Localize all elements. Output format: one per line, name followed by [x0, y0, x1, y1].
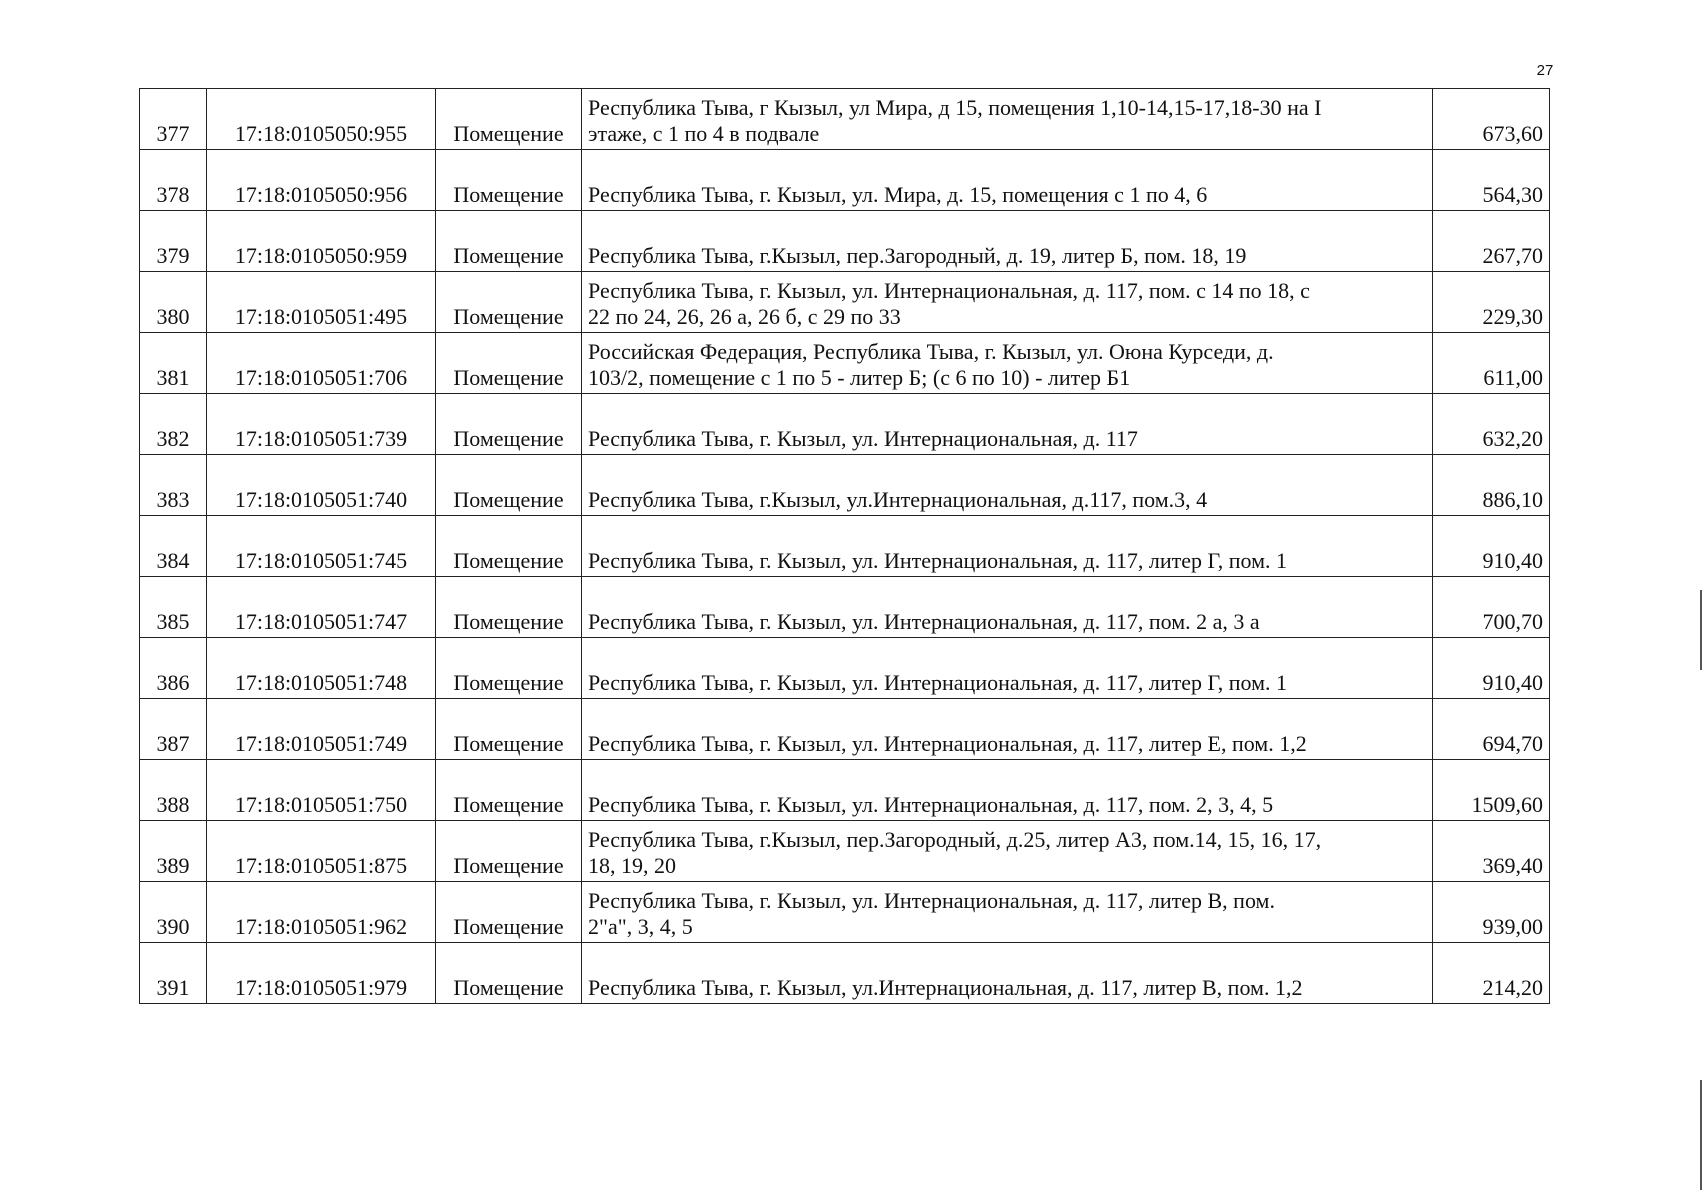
table-row — [140, 272, 1550, 333]
table-row — [140, 455, 1550, 516]
area-cell: 214,20 — [1433, 943, 1550, 1004]
address-line: Республика Тыва, г.Кызыл, пер.Загородный, д. 19, литер Б, пом. 18, 19 — [588, 243, 1247, 268]
cadastral-number-cell: 17:18:0105051:750 — [207, 760, 436, 821]
object-type-cell: Помещение — [436, 882, 582, 943]
address-cell — [582, 760, 1433, 821]
address-cell — [582, 89, 1433, 150]
address-line: Республика Тыва, г.Кызыл, пер.Загородный, д.25, литер А3, пом.14, 15, 16, 17, — [588, 827, 1322, 852]
scan-edge-mark — [1700, 590, 1702, 670]
cadastral-number-cell: 17:18:0105051:745 — [207, 516, 436, 577]
row-number-cell: 380 — [140, 272, 207, 333]
table-row — [140, 89, 1550, 150]
address-line: 18, 19, 20 — [588, 853, 676, 878]
cadastral-number-cell: 17:18:0105051:962 — [207, 882, 436, 943]
object-type-cell: Помещение — [436, 943, 582, 1004]
area-cell: 694,70 — [1433, 699, 1550, 760]
address-line: Республика Тыва, г Кызыл, ул Мира, д 15, помещения 1,10-14,15-17,18-30 на I — [588, 95, 1322, 120]
area-cell: 1509,60 — [1433, 760, 1550, 821]
object-type-cell: Помещение — [436, 638, 582, 699]
address-line: Республика Тыва, г. Кызыл, ул. Интернациональная, д. 117, пом. 2 а, 3 а — [588, 609, 1260, 634]
row-number-cell: 378 — [140, 150, 207, 211]
area-cell: 673,60 — [1433, 89, 1550, 150]
address-line: Республика Тыва, г. Кызыл, ул. Интернациональная, д. 117 — [588, 426, 1138, 451]
object-type-cell: Помещение — [436, 272, 582, 333]
table-row — [140, 882, 1550, 943]
row-number-cell: 386 — [140, 638, 207, 699]
address-cell — [582, 333, 1433, 394]
table-row — [140, 699, 1550, 760]
table-row — [140, 150, 1550, 211]
area-cell: 632,20 — [1433, 394, 1550, 455]
address-line: этаже, с 1 по 4 в подвале — [588, 121, 820, 146]
object-type-cell: Помещение — [436, 577, 582, 638]
row-number-cell: 385 — [140, 577, 207, 638]
address-cell — [582, 516, 1433, 577]
area-cell: 939,00 — [1433, 882, 1550, 943]
area-cell: 910,40 — [1433, 638, 1550, 699]
cadastral-number-cell: 17:18:0105050:956 — [207, 150, 436, 211]
address-line: Российская Федерация, Республика Тыва, г. Кызыл, ул. Оюна Курседи, д. — [588, 339, 1274, 364]
address-line: Республика Тыва, г. Кызыл, ул. Интернациональная, д. 117, литер Г, пом. 1 — [588, 548, 1288, 573]
address-line: Республика Тыва, г. Кызыл, ул.Интернациональная, д. 117, литер В, пом. 1,2 — [588, 975, 1303, 1000]
row-number-cell: 391 — [140, 943, 207, 1004]
cadastral-number-cell: 17:18:0105051:740 — [207, 455, 436, 516]
address-line: Республика Тыва, г. Кызыл, ул. Интернациональная, д. 117, литер Е, пом. 1,2 — [588, 731, 1307, 756]
table-row — [140, 394, 1550, 455]
address-line: Республика Тыва, г. Кызыл, ул. Мира, д. 15, помещения с 1 по 4, 6 — [588, 182, 1208, 207]
row-number-cell: 382 — [140, 394, 207, 455]
object-type-cell: Помещение — [436, 333, 582, 394]
table-row — [140, 211, 1550, 272]
area-cell: 369,40 — [1433, 821, 1550, 882]
address-line: 22 по 24, 26, 26 а, 26 б, с 29 по 33 — [588, 304, 901, 329]
object-type-cell: Помещение — [436, 821, 582, 882]
row-number-cell: 381 — [140, 333, 207, 394]
address-cell — [582, 577, 1433, 638]
area-cell: 611,00 — [1433, 333, 1550, 394]
table-row — [140, 821, 1550, 882]
address-cell — [582, 821, 1433, 882]
page-number: 27 — [1536, 62, 1554, 79]
address-line: Республика Тыва, г. Кызыл, ул. Интернациональная, д. 117, пом. 2, 3, 4, 5 — [588, 792, 1274, 817]
row-number-cell: 388 — [140, 760, 207, 821]
table-row — [140, 943, 1550, 1004]
address-cell — [582, 150, 1433, 211]
address-cell — [582, 272, 1433, 333]
table-row — [140, 638, 1550, 699]
object-type-cell: Помещение — [436, 211, 582, 272]
address-line: Республика Тыва, г. Кызыл, ул. Интернациональная, д. 117, литер Г, пом. 1 — [588, 670, 1288, 695]
row-number-cell: 389 — [140, 821, 207, 882]
cadastral-number-cell: 17:18:0105051:706 — [207, 333, 436, 394]
row-number-cell: 379 — [140, 211, 207, 272]
address-line: Республика Тыва, г. Кызыл, ул. Интернациональная, д. 117, литер В, пом. — [588, 888, 1275, 913]
table-row — [140, 333, 1550, 394]
address-cell — [582, 638, 1433, 699]
area-cell: 910,40 — [1433, 516, 1550, 577]
cadastral-number-cell: 17:18:0105051:748 — [207, 638, 436, 699]
cadastral-number-cell: 17:18:0105051:739 — [207, 394, 436, 455]
cadastral-number-cell: 17:18:0105050:955 — [207, 89, 436, 150]
cadastral-number-cell: 17:18:0105051:495 — [207, 272, 436, 333]
cadastral-number-cell: 17:18:0105051:747 — [207, 577, 436, 638]
address-cell — [582, 943, 1433, 1004]
area-cell: 267,70 — [1433, 211, 1550, 272]
cadastral-number-cell: 17:18:0105050:959 — [207, 211, 436, 272]
object-type-cell: Помещение — [436, 760, 582, 821]
address-cell — [582, 455, 1433, 516]
property-table — [139, 88, 1550, 1004]
cadastral-number-cell: 17:18:0105051:875 — [207, 821, 436, 882]
row-number-cell: 377 — [140, 89, 207, 150]
object-type-cell: Помещение — [436, 89, 582, 150]
area-cell: 886,10 — [1433, 455, 1550, 516]
table-row — [140, 516, 1550, 577]
object-type-cell: Помещение — [436, 150, 582, 211]
table-row — [140, 760, 1550, 821]
address-cell — [582, 699, 1433, 760]
cadastral-number-cell: 17:18:0105051:979 — [207, 943, 436, 1004]
scan-edge-mark — [1700, 1080, 1702, 1190]
address-line: 103/2, помещение с 1 по 5 - литер Б; (с 6 по 10) - литер Б1 — [588, 365, 1131, 390]
table-body — [140, 89, 1550, 1004]
cadastral-number-cell: 17:18:0105051:749 — [207, 699, 436, 760]
row-number-cell: 387 — [140, 699, 207, 760]
row-number-cell: 390 — [140, 882, 207, 943]
row-number-cell: 384 — [140, 516, 207, 577]
object-type-cell: Помещение — [436, 699, 582, 760]
area-cell: 700,70 — [1433, 577, 1550, 638]
address-line: Республика Тыва, г. Кызыл, ул. Интернациональная, д. 117, пом. с 14 по 18, с — [588, 278, 1310, 303]
address-cell — [582, 394, 1433, 455]
object-type-cell: Помещение — [436, 455, 582, 516]
address-cell — [582, 882, 1433, 943]
object-type-cell: Помещение — [436, 394, 582, 455]
area-cell: 229,30 — [1433, 272, 1550, 333]
row-number-cell: 383 — [140, 455, 207, 516]
table-row — [140, 577, 1550, 638]
address-cell — [582, 211, 1433, 272]
address-line: Республика Тыва, г.Кызыл, ул.Интернациональная, д.117, пом.3, 4 — [588, 487, 1208, 512]
object-type-cell: Помещение — [436, 516, 582, 577]
address-line: 2"а", 3, 4, 5 — [588, 914, 693, 939]
area-cell: 564,30 — [1433, 150, 1550, 211]
